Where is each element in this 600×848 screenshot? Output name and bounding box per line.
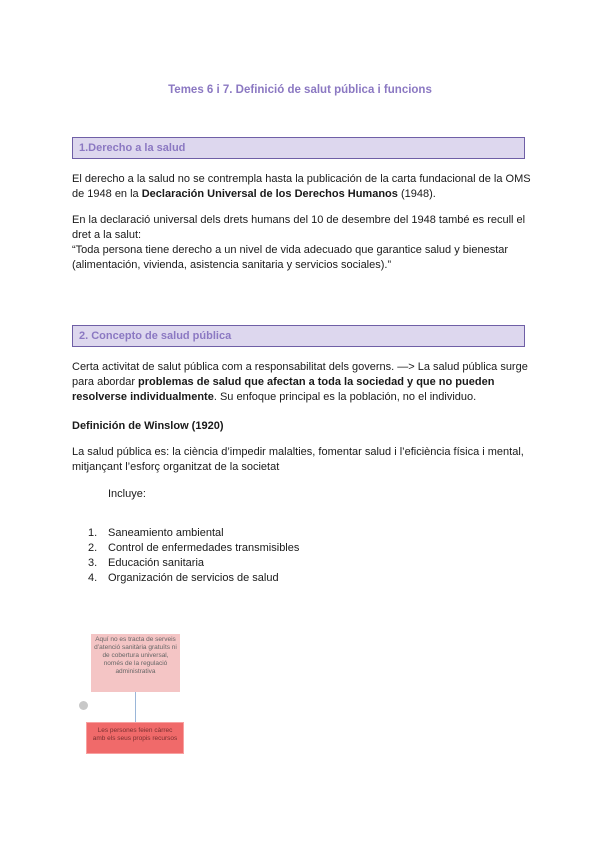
- diagram-note-own-resources: Les persones feien càrrec amb els seus propis recursos: [86, 722, 184, 754]
- list-item: [88, 556, 299, 571]
- section-heading-concepto-salud: 2. Concepto de salud pública: [72, 325, 525, 347]
- includes-list: [88, 526, 299, 586]
- paragraph-winslow: La salud pública es: la ciència d’impedir malalties, fomentar salud i l’eficiència física i mental, mitjançant l’esforç organitzat de la societat: [72, 446, 524, 473]
- text: . Su enfoque principal es la población, no el individuo.: [213, 391, 477, 403]
- text: Certa activitat de salut pública com a responsabilitat dels governs. —> La salud pública surge para abordar: [72, 361, 528, 388]
- quote: “Toda persona tiene derecho a un nivel de vida adecuado que garantice salud y bienestar (alimentación, vivienda, asistencia sanitaria y servicios sociales).”: [72, 244, 509, 271]
- list-number: 4.: [88, 572, 98, 584]
- list-item: [88, 571, 299, 586]
- text: En la declaració universal dels drets humans del 10 de desembre del 1948 també es recull el dret a la salut:: [72, 214, 526, 241]
- diagram-bullet-dot: [79, 701, 88, 710]
- list-number: 2.: [88, 542, 98, 554]
- includes-label: Incluye:: [108, 488, 146, 500]
- diagram-note-regulation: Aquí no es tracta de serveis d’atenció sanitària gratuïts ni de cobertura universal, només de la regulació administrativa: [91, 634, 180, 692]
- paragraph-declaracio: [72, 213, 532, 273]
- text: (1948).: [397, 188, 436, 200]
- bold-text: Declaración Universal de los Derechos Humanos: [141, 188, 398, 200]
- list-text: Control de enfermedades transmisibles: [108, 542, 300, 554]
- list-item: [88, 526, 299, 541]
- bold-text: problemas de salud que afectan a toda la sociedad y que no pueden resolverse individualmente: [72, 376, 495, 403]
- list-item: [88, 541, 299, 556]
- list-text: Educación sanitaria: [108, 557, 205, 569]
- page-title: Temes 6 i 7. Definició de salut pública i funcions: [168, 84, 432, 96]
- list-number: 3.: [88, 557, 98, 569]
- diagram-connector-line: [135, 692, 136, 722]
- section-heading-derecho-salud: 1.Derecho a la salud: [72, 137, 525, 159]
- text: El derecho a la salud no se contrempla hasta la publicación de la carta fundacional de la OMS de 1948 en la: [72, 173, 531, 200]
- subheading-winslow: Definición de Winslow (1920): [72, 420, 224, 432]
- list-number: 1.: [88, 527, 98, 539]
- paragraph-concepto: [72, 360, 532, 405]
- list-text: Organización de servicios de salud: [108, 572, 279, 584]
- list-text: Saneamiento ambiental: [108, 527, 224, 539]
- paragraph-derecho-salud: [72, 172, 532, 202]
